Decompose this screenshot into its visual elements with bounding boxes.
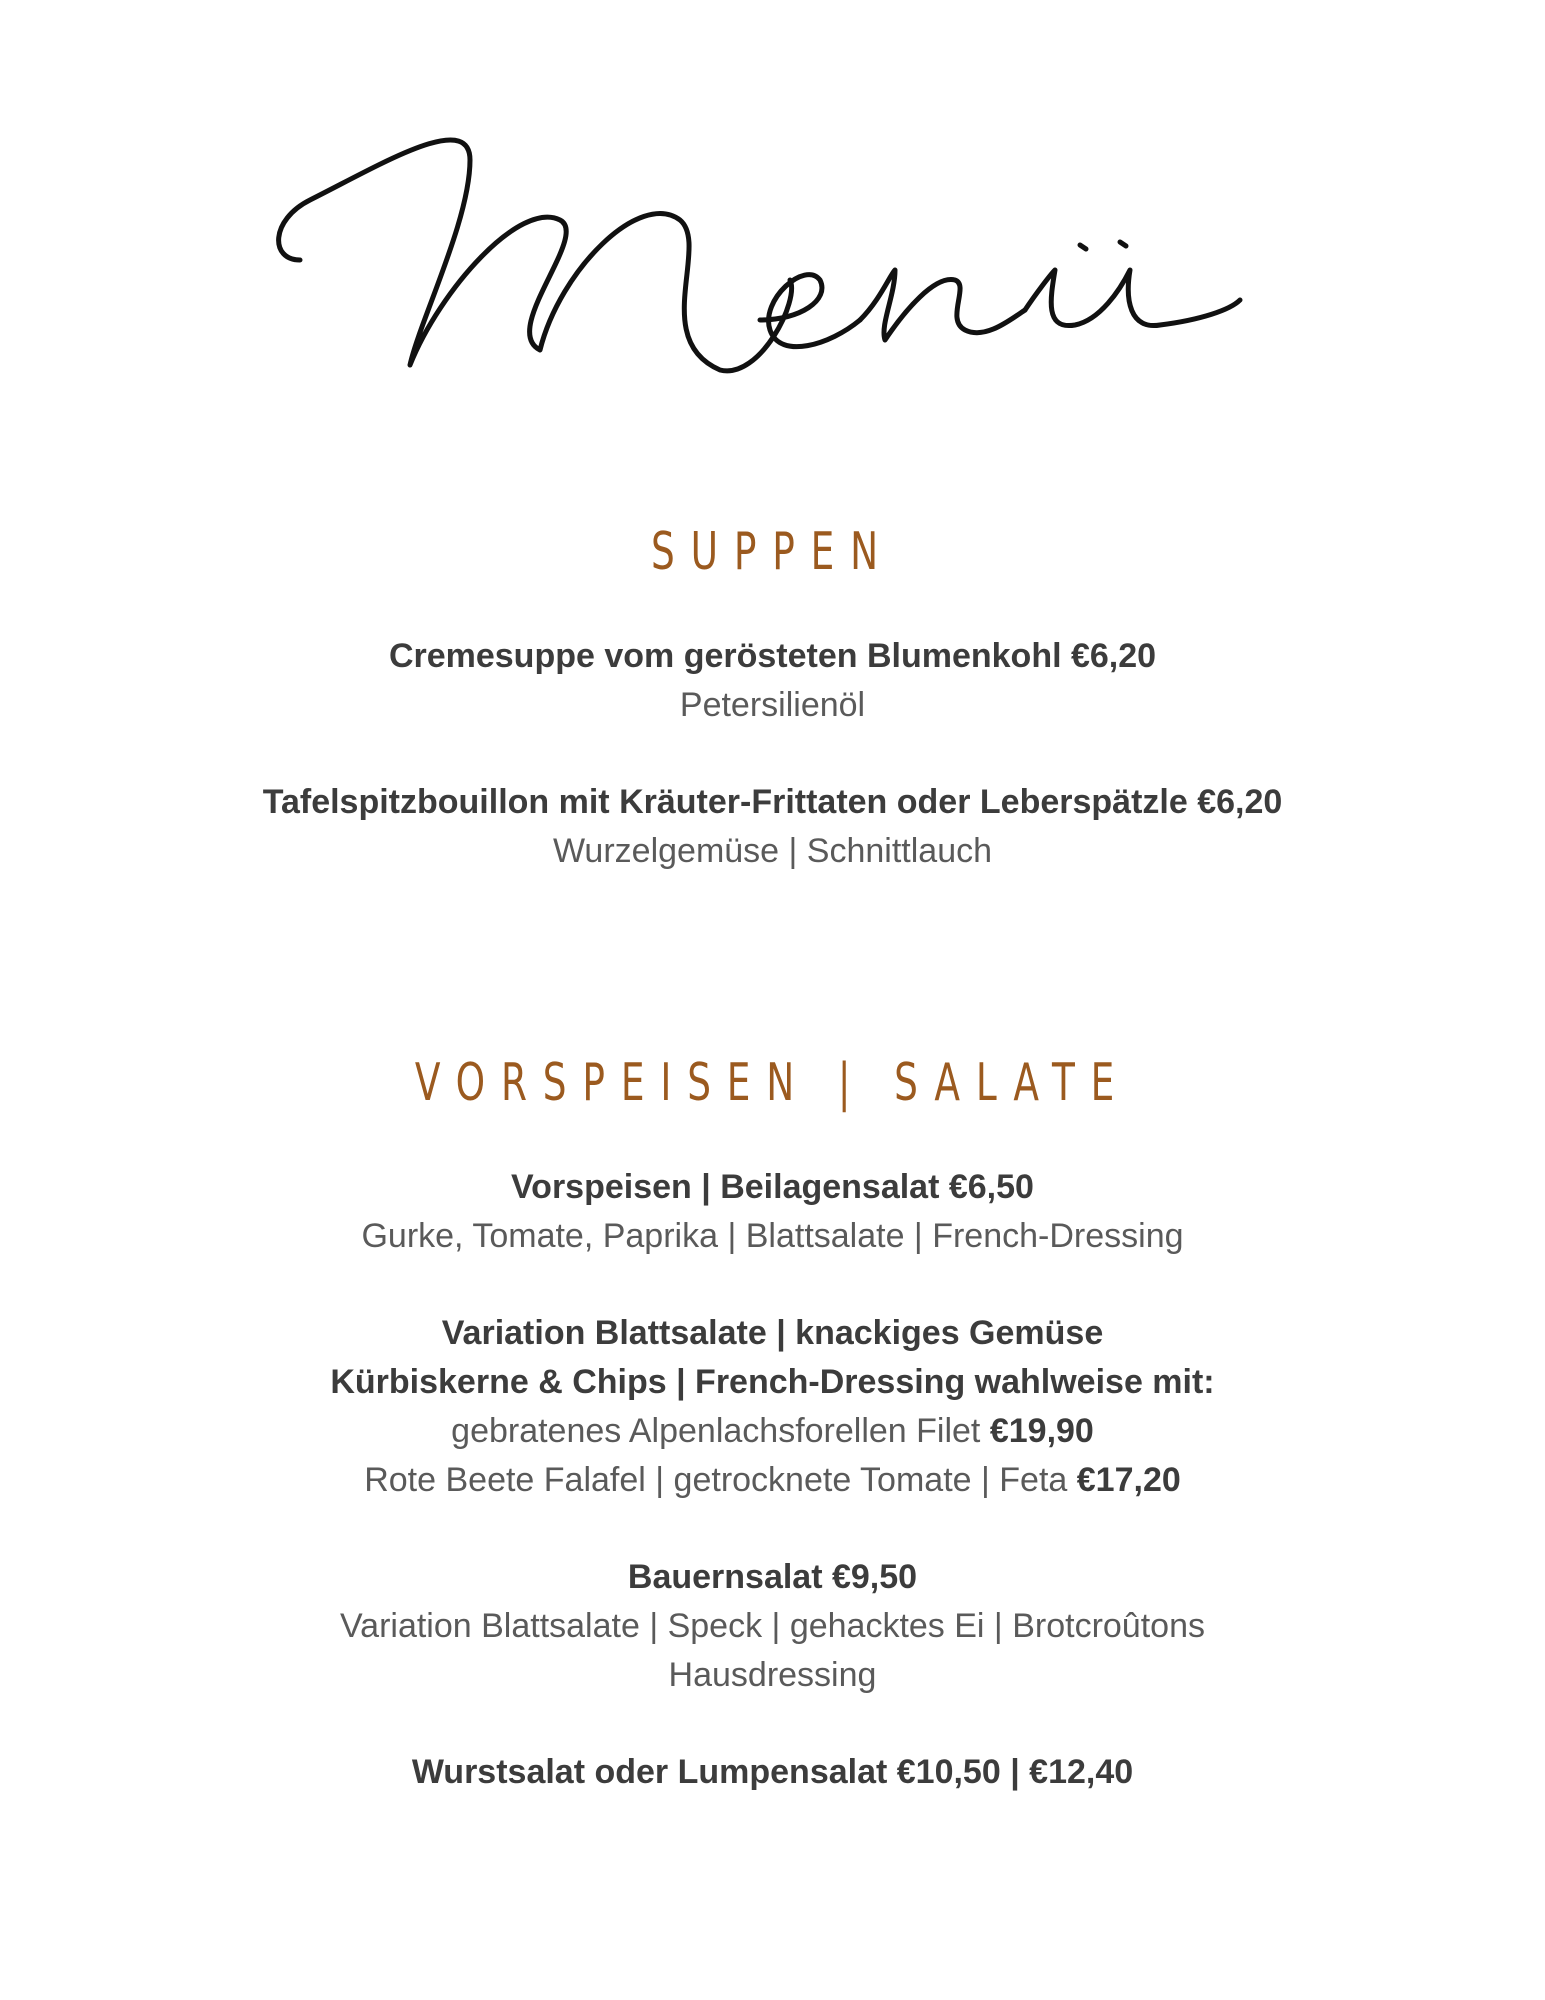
item-name: Cremesuppe vom gerösteten Blumenkohl €6,20 bbox=[388, 637, 1157, 675]
item-description-line1: Variation Blattsalate | Speck | gehacktes Ei | Brotcroûtons bbox=[340, 1607, 1205, 1645]
item-name: Vorspeisen | Beilagensalat €6,50 bbox=[511, 1168, 1034, 1206]
menu-item-bauernsalat bbox=[0, 1553, 1545, 1700]
option-price: €19,90 bbox=[989, 1412, 1094, 1450]
item-description: Gurke, Tomate, Paprika | Blattsalate | French-Dressing bbox=[361, 1217, 1184, 1255]
section-heading-suppen: SUPPEN bbox=[650, 522, 895, 582]
item-name-line2: Kürbiskerne & Chips | French-Dressing wahlweise mit: bbox=[330, 1363, 1215, 1401]
menu-item-cremesuppe bbox=[0, 632, 1545, 730]
menu-item-beilagensalat bbox=[0, 1163, 1545, 1261]
option-text: gebratenes Alpenlachsforellen Filet bbox=[451, 1412, 981, 1450]
item-description-line2: Hausdressing bbox=[668, 1656, 877, 1694]
suppen-items bbox=[0, 632, 1545, 924]
menu-title-script bbox=[0, 70, 1545, 400]
option-text: Rote Beete Falafel | getrocknete Tomate | Feta bbox=[364, 1461, 1068, 1499]
item-name: Tafelspitzbouillon mit Kräuter-Frittaten oder Leberspätzle €6,20 bbox=[262, 783, 1283, 821]
item-name-line1: Variation Blattsalate | knackiges Gemüse bbox=[441, 1314, 1104, 1352]
item-name: Bauernsalat €9,50 bbox=[627, 1558, 918, 1596]
item-description: Wurzelgemüse | Schnittlauch bbox=[552, 832, 993, 870]
section-heading-vorspeisen-salate: VORSPEISEN | SALATE bbox=[414, 1053, 1131, 1113]
menu-item-variation-blattsalate bbox=[0, 1309, 1545, 1505]
item-description: Petersilienöl bbox=[679, 686, 866, 724]
menu-item-wurstsalat bbox=[0, 1748, 1545, 1797]
menu-title bbox=[0, 70, 1545, 400]
item-name: Wurstsalat oder Lumpensalat €10,50 | €12,40 bbox=[411, 1753, 1134, 1791]
option-price: €17,20 bbox=[1076, 1461, 1181, 1499]
vorspeisen-items bbox=[0, 1163, 1545, 1845]
item-option-2 bbox=[0, 1456, 1545, 1505]
menu-item-tafelspitzbouillon bbox=[0, 778, 1545, 876]
item-option-1 bbox=[0, 1407, 1545, 1456]
